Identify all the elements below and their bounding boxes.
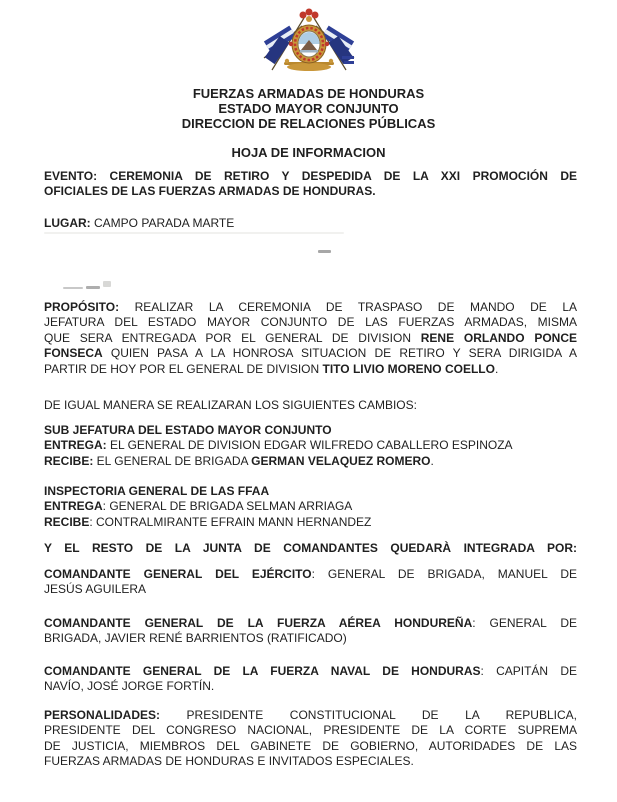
sub-jefatura-block <box>44 423 577 469</box>
proposito-text: QUE SERA ENTREGADA POR EL GENERAL DE DIVISION <box>44 330 421 345</box>
comandante-value: : CAPITÁN DE <box>480 664 577 678</box>
inspectoria-block <box>44 484 577 530</box>
erased-pencil-dash <box>318 250 331 253</box>
personalidades-line-1 <box>44 708 577 723</box>
comandante-ejercito-paragraph <box>44 567 577 598</box>
comandante-label: COMANDANTE GENERAL DEL EJÉRCITO <box>44 567 312 581</box>
entrega-label: ENTREGA: <box>44 438 107 453</box>
comandante-value: : GENERAL DE <box>472 616 577 630</box>
evento-paragraph <box>44 169 577 200</box>
comandante-ejercito-line-1 <box>44 567 577 582</box>
recibe-end: . <box>430 453 434 468</box>
comandante-fuerza-aerea-line-2: BRIGADA, JAVIER RENÉ BARRIENTOS (RATIFICADO) <box>44 631 347 646</box>
recibe-value: : CONTRALMIRANTE EFRAIN MANN HERNANDEZ <box>89 514 372 529</box>
personalidades-text: PRESIDENTE CONSTITUCIONAL DE LA REPUBLICA, <box>160 708 577 722</box>
personalidades-line-4: FUERZAS ARMADAS DE HONDURAS E INVITADOS ESPECIALES. <box>44 754 414 769</box>
recibe-value: EL GENERAL DE BRIGADA <box>93 453 252 468</box>
outgoing-general-name: RENE ORLANDO PONCE <box>420 330 577 345</box>
sub-jefatura-entrega <box>44 438 577 453</box>
comandante-ejercito-line-2: JESÚS AGUILERA <box>44 582 147 597</box>
personalidades-label: PERSONALIDADES: <box>44 708 161 722</box>
recibe-name: GERMAN VELAQUEZ ROMERO <box>251 453 431 468</box>
org-line-2: ESTADO MAYOR CONJUNTO <box>218 101 399 117</box>
sub-jefatura-heading: SUB JEFATURA DEL ESTADO MAYOR CONJUNTO <box>44 423 332 437</box>
erased-area-smear <box>44 232 344 234</box>
comandante-value: : GENERAL DE BRIGADA, MANUEL DE <box>311 567 577 581</box>
proposito-text: . <box>494 361 499 376</box>
comandante-fuerza-aerea-line-1 <box>44 616 577 631</box>
comandante-fuerza-naval-paragraph <box>44 664 577 695</box>
recibe-label: RECIBE: <box>44 453 94 468</box>
comandante-fuerza-naval-line-2: NAVÍO, JOSÉ JORGE FORTÍN. <box>44 679 215 694</box>
entrega-label: ENTREGA <box>44 499 103 514</box>
cambios-intro: DE IGUAL MANERA SE REALIZARAN LOS SIGUIENTES CAMBIOS: <box>44 398 417 412</box>
erased-pencil-mark <box>103 281 111 287</box>
sub-jefatura-recibe <box>44 454 577 469</box>
org-header <box>0 86 617 132</box>
inspectoria-heading: INSPECTORIA GENERAL DE LAS FFAA <box>44 484 270 498</box>
armed-forces-emblem <box>0 6 617 78</box>
proposito-text: QUIEN PASA A LA HONROSA SITUACION DE RETIRO Y SERA DIRIGIDA A <box>102 346 577 361</box>
proposito-text: PARTIR DE HOY POR EL GENERAL DE DIVISION <box>44 361 323 376</box>
evento-line-1: EVENTO: CEREMONIA DE RETIRO Y DESPEDIDA DE LA XXI PROMOCIÓN DE <box>44 169 577 183</box>
proposito-line-3 <box>44 331 577 346</box>
erased-pencil-mark <box>63 287 83 289</box>
evento-line-2: OFICIALES DE LAS FUERZAS ARMADAS DE HONDURAS. <box>44 184 376 199</box>
entrega-value: : GENERAL DE BRIGADA SELMAN ARRIAGA <box>102 499 353 514</box>
inspectoria-entrega <box>44 499 577 514</box>
proposito-text: REALIZAR LA CEREMONIA DE TRASPASO DE MANDO DE LA <box>119 300 577 314</box>
comandante-fuerza-aerea-paragraph <box>44 616 577 647</box>
document-title: HOJA DE INFORMACION <box>231 145 386 160</box>
proposito-line-4 <box>44 346 577 361</box>
personalidades-line-2: PRESIDENTE DEL CONGRESO NACIONAL, PRESIDENTE DE LA CORTE SUPREMA <box>44 723 577 738</box>
lugar-label: LUGAR: <box>44 216 91 230</box>
personalidades-line-3: DE JUSTICIA, MIEMBROS DEL GABINETE DE GOBIERNO, AUTORIDADES DE LAS <box>44 738 577 753</box>
comandante-fuerza-naval-line-1 <box>44 664 577 679</box>
inspectoria-recibe <box>44 515 577 530</box>
org-line-3: DIRECCION DE RELACIONES PÚBLICAS <box>181 116 436 132</box>
personalidades-paragraph <box>44 708 577 770</box>
proposito-label: PROPÓSITO: <box>44 300 120 314</box>
comandante-label: COMANDANTE GENERAL DE LA FUERZA NAVAL DE HONDURAS <box>44 664 481 678</box>
entrega-value: EL GENERAL DE DIVISION EDGAR WILFREDO CABALLERO ESPINOZA <box>106 438 513 453</box>
junta-heading: Y EL RESTO DE LA JUNTA DE COMANDANTES QUEDARÀ INTEGRADA POR: <box>44 541 577 555</box>
proposito-paragraph <box>44 300 577 377</box>
coat-of-arms-icon <box>254 6 364 78</box>
proposito-line-1 <box>44 300 577 315</box>
incoming-general-name: TITO LIVIO MORENO COELLO <box>322 361 495 376</box>
recibe-label: RECIBE <box>44 514 90 529</box>
lugar-value: CAMPO PARADA MARTE <box>90 216 235 230</box>
org-line-1: FUERZAS ARMADAS DE HONDURAS <box>192 86 425 101</box>
erased-pencil-mark <box>86 286 100 289</box>
comandante-label: COMANDANTE GENERAL DE LA FUERZA AÉREA HONDUREÑA <box>44 616 473 630</box>
proposito-line-2: JEFATURA DEL ESTADO MAYOR CONJUNTO DE LAS FUERZAS ARMADAS, MISMA <box>44 315 577 330</box>
outgoing-general-name: FONSECA <box>44 346 103 361</box>
proposito-line-5 <box>44 362 577 377</box>
lugar-line <box>44 216 577 231</box>
